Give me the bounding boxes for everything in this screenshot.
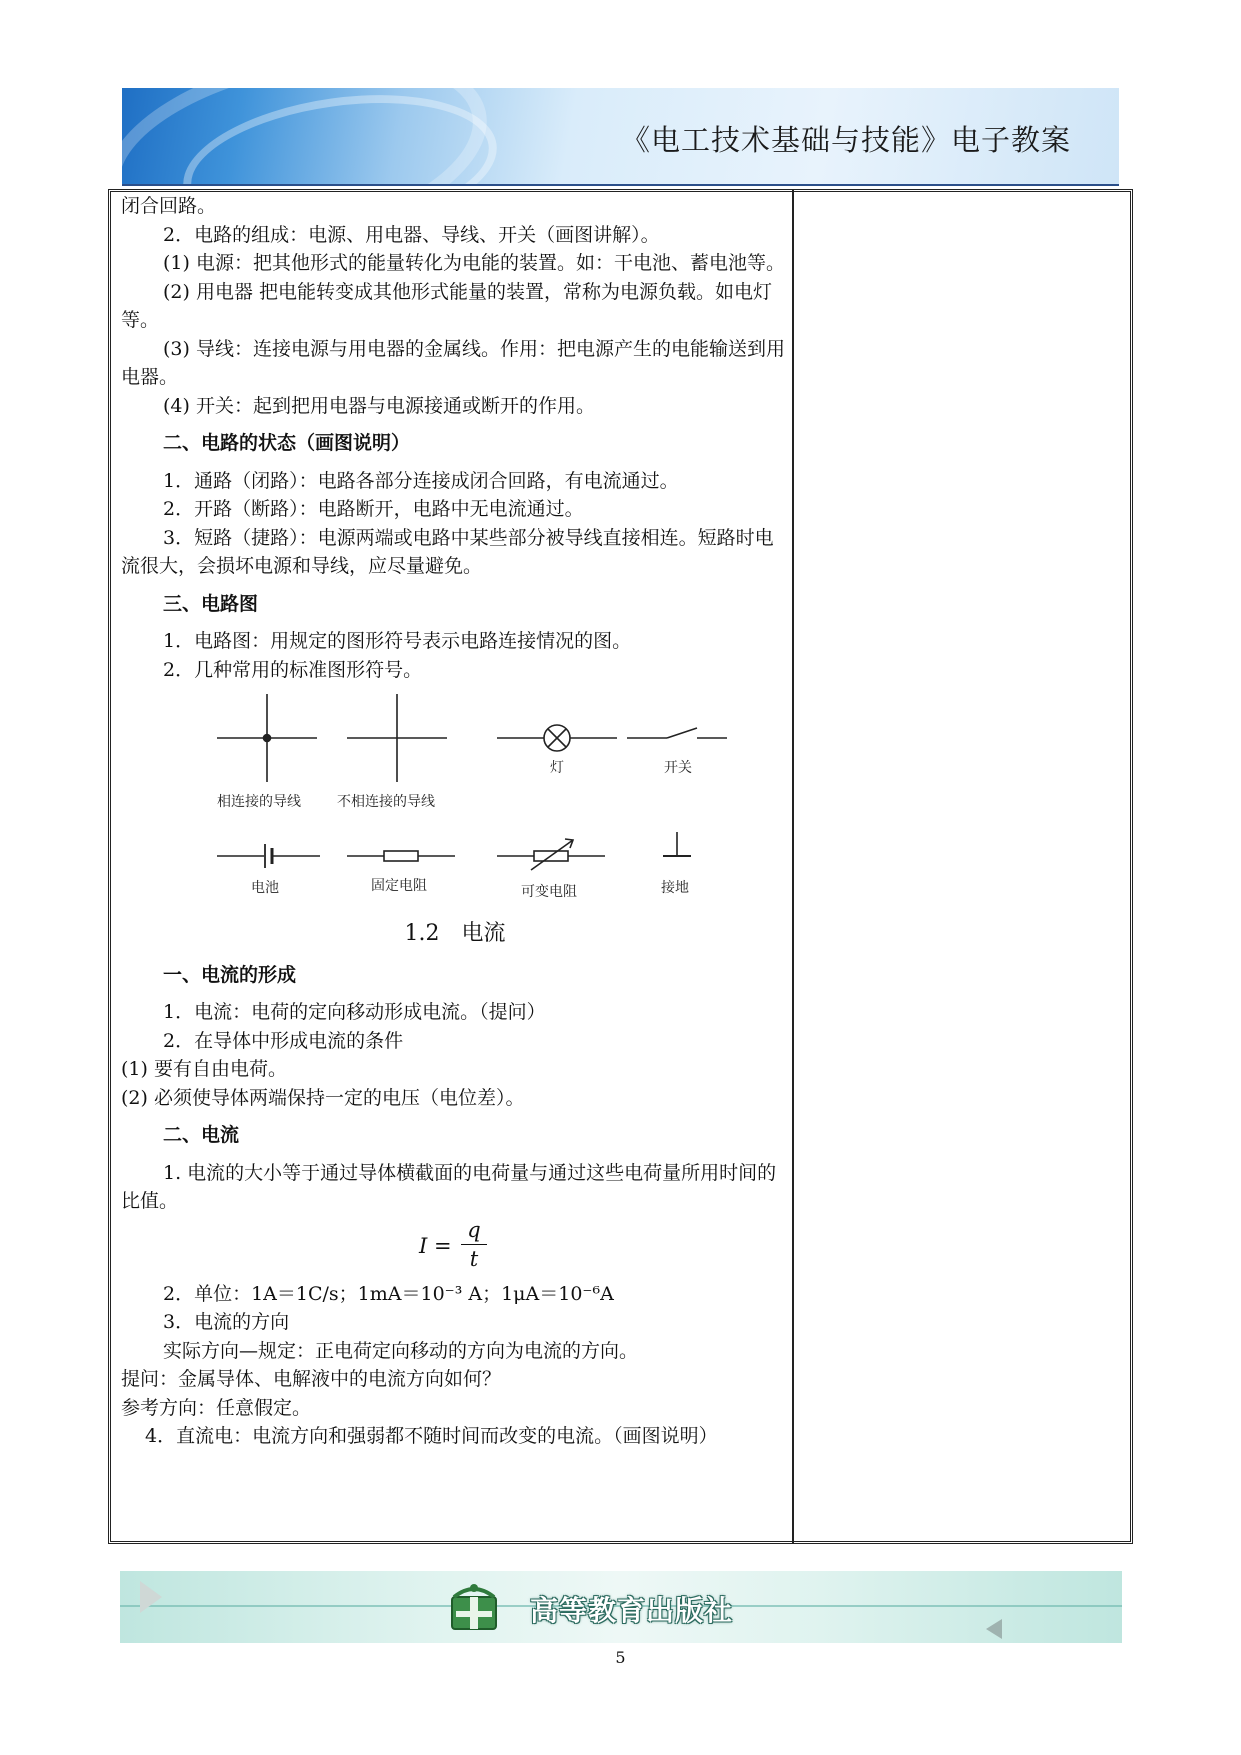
paragraph: 提问：金属导体、电解液中的电流方向如何？: [121, 1368, 502, 1390]
label-battery: 电池: [251, 880, 279, 896]
heading-circuit-states: 二、电路的状态（画图说明）: [163, 432, 411, 454]
footer-arrow-right-icon: [140, 1581, 162, 1613]
header-title: 《电工技术基础与技能》电子教案: [620, 123, 1071, 157]
heading-current-formation: 一、电流的形成: [163, 963, 297, 986]
paragraph: 闭合回路。: [121, 195, 217, 217]
paragraph: 1．电流：电荷的定向移动形成电流。（提问）: [163, 1001, 546, 1023]
footer-banner: [120, 1571, 1122, 1643]
formula-lhs: I =: [419, 1233, 452, 1258]
switch-symbol: [627, 728, 727, 738]
paragraph: 参考方向：任意假定。: [121, 1396, 312, 1419]
paragraph: (1) 电源：把其他形式的能量转化为电能的装置。如：干电池、蓄电池等。: [163, 252, 785, 274]
paragraph: 2．在导体中形成电流的条件: [163, 1029, 404, 1052]
paragraph: 1．通路（闭路）：电路各部分连接成闭合回路，有电流通过。: [163, 469, 679, 492]
variable-resistor-symbol: [497, 839, 605, 870]
label-variable-resistor: 可变电阻: [521, 884, 577, 900]
paragraph: (4) 开关：起到把用电器与电源接通或断开的作用。: [163, 394, 595, 417]
footer-arrow-left-icon: [986, 1619, 1002, 1639]
label-connected-wire: 相连接的导线: [217, 794, 301, 810]
paragraph: (2) 必须使导体两端保持一定的电压（电位差）。: [121, 1086, 525, 1109]
paragraph: 2．单位：1A＝1C/s；1mA＝10⁻³ A；1μA＝10⁻⁶A: [163, 1282, 614, 1305]
table-column-divider: [792, 189, 794, 1544]
page-number: 5: [615, 1648, 626, 1667]
unconnected-wire-symbol: [347, 694, 447, 782]
paragraph: 实际方向—规定：正电荷定向移动的方向为电流的方向。: [163, 1339, 639, 1362]
paragraph: 2．开路（断路）：电路断开，电路中无电流通过。: [163, 498, 584, 520]
section-title-text: 电流: [461, 921, 506, 946]
lesson-content: [121, 192, 789, 1451]
section-title: [121, 920, 789, 949]
paragraph: 3．短路（捷路）：电源两端或电路中某些部分被导线直接相连。短路时电流很大，会损坏电源和导线，应尽量避免。: [121, 526, 774, 577]
paragraph: 1. 电流的大小等于通过导体横截面的电荷量与通过这些电荷量所用时间的比值。: [121, 1161, 777, 1212]
battery-symbol: [217, 844, 320, 868]
formula-denominator: t: [469, 1246, 479, 1271]
ground-symbol: [663, 832, 691, 856]
paragraph: 3．电流的方向: [163, 1311, 290, 1333]
circuit-symbols-figure: [121, 690, 789, 912]
current-formula: [121, 1216, 789, 1280]
formula-numerator: q: [467, 1217, 481, 1242]
connected-wire-symbol: [217, 694, 317, 782]
paragraph: (1) 要有自由电荷。: [121, 1058, 287, 1080]
heading-current: 二、电流: [163, 1124, 240, 1146]
publisher-logo-icon: [446, 1579, 502, 1635]
label-fixed-resistor: 固定电阻: [371, 878, 427, 894]
paragraph: 2．几种常用的标准图形符号。: [163, 658, 423, 681]
paragraph: 1．电路图：用规定的图形符号表示电路连接情况的图。: [163, 630, 632, 652]
header-banner: [122, 88, 1119, 184]
fixed-resistor-symbol: [347, 851, 455, 861]
paragraph: (3) 导线：连接电源与用电器的金属线。作用：把电源产生的电能输送到用电器。: [121, 337, 785, 388]
label-lamp: 灯: [550, 760, 564, 776]
header-rule: [122, 184, 1119, 186]
formula-fraction: [461, 1216, 487, 1273]
label-unconnected-wire: 不相连接的导线: [337, 794, 435, 810]
label-switch: 开关: [664, 760, 692, 776]
lamp-symbol: [497, 725, 617, 751]
publisher-name: 高等教育出版社: [530, 1594, 734, 1627]
label-ground: 接地: [661, 880, 689, 896]
heading-circuit-diagram: 三、电路图: [163, 592, 259, 615]
paragraph: 4．直流电：电流方向和强弱都不随时间而改变的电流。（画图说明）: [145, 1425, 718, 1447]
paragraph: (2) 用电器 把电能转变成其他形式能量的装置，常称为电源负载。如电灯等。: [121, 280, 772, 331]
section-number: 1.2: [404, 921, 440, 946]
paragraph: 2．电路的组成：电源、用电器、导线、开关（画图讲解）。: [163, 223, 660, 246]
